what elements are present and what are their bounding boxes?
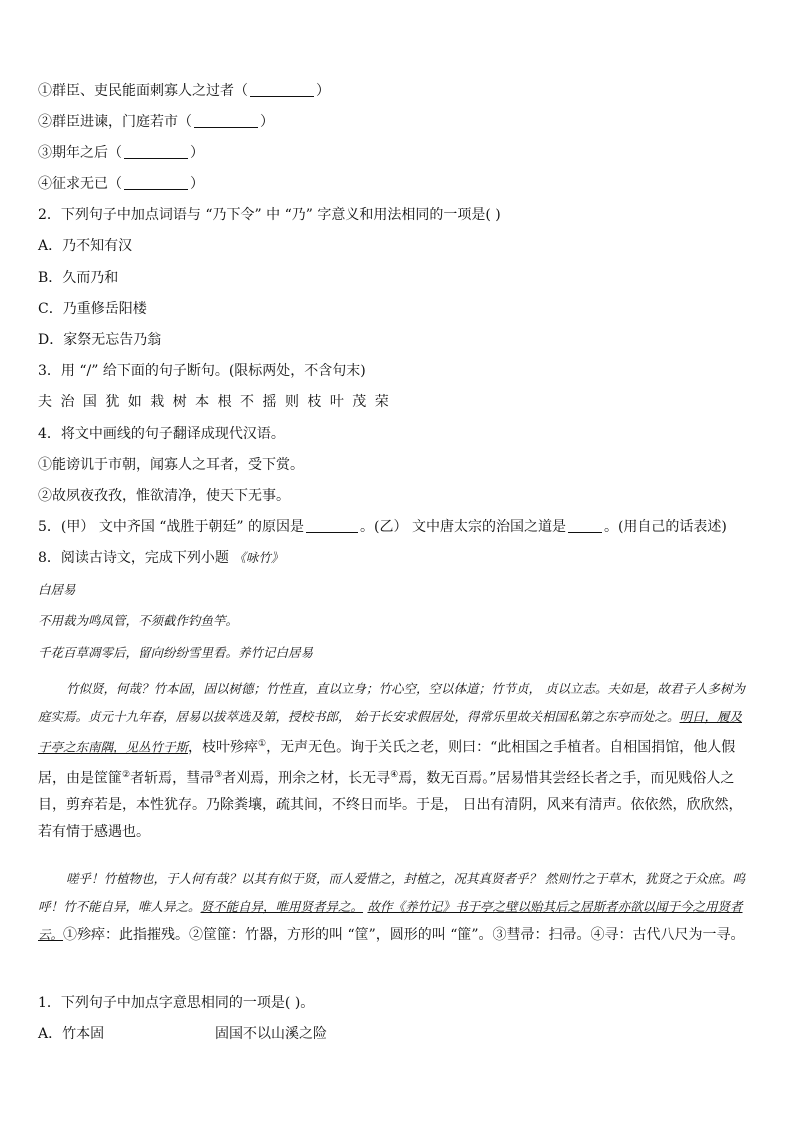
passage2-underlined-1: 贤不能自异，唯用贤者异之。 bbox=[200, 899, 364, 914]
q2-option-d[interactable]: D．家祭无忘告乃翁 bbox=[38, 332, 162, 348]
answer-blank[interactable] bbox=[306, 518, 358, 533]
answer-blank[interactable] bbox=[194, 113, 258, 128]
q1-item-3 bbox=[38, 143, 204, 163]
q1-item-3-text: ③期年之后（ bbox=[38, 145, 122, 161]
passage2-text-a: 嗟乎！竹植物也，于人何有哉？以其有似于贤，而人爱惜之，封植之，况其真贤者乎？ 然则竹之于草木，犹贤之于众庶。呜呼！竹不能自异，唯人异之。 bbox=[38, 871, 745, 914]
q-last-option-a[interactable] bbox=[38, 1024, 738, 1044]
passage-footnotes: ①殄瘁：此指摧残。②筐篚：竹器，方形的叫 “筐”，圆形的叫 “篚”。③彗帚：扫帚。④寻：古代八尺为一寻。 bbox=[63, 927, 745, 943]
passage-paragraph-1 bbox=[38, 675, 750, 846]
footnote-marker-4: ④ bbox=[390, 769, 399, 780]
footnote-marker-1: ① bbox=[258, 739, 267, 749]
q3-stem: 3．用 “/” 给下面的句子断句。(限标两处，不含句末) bbox=[38, 363, 366, 379]
passage1-text-f: 焉，数无百焉。”居易惜其尝经长者之手，而见贱俗人之目，剪弃若是，本性犹存。乃除粪壤，疏其间，不终日而毕。于是， 日出有清阴，风来有清声。依依然，欣欣然，若有情于感遇也。 bbox=[38, 770, 743, 841]
q1-item-2-text: ②群臣进谏，门庭若市（ bbox=[38, 114, 192, 130]
q2-stem: 2．下列句子中加点词语与 “乃下令” 中 “乃” 字意义和用法相同的一项是( ) bbox=[38, 207, 501, 223]
q8-stem bbox=[38, 548, 283, 568]
passage1-text-a: 竹似贤，何哉？竹本固，固以树德；竹性直，直以立身；竹心空，空以体道；竹节贞， 贞以立志。夫如是，故君子人多树为庭实焉。贞元十九年春，居易以拔萃选及第，授校书郎， 始于长安求假居处，得常乐里故关相国私第之东亭而处之。 bbox=[38, 681, 745, 724]
q2-option-b[interactable]: B．久而乃和 bbox=[38, 270, 119, 286]
q1-item-4-text: ④征求无已（ bbox=[38, 176, 122, 192]
q1-item-1-text: ①群臣、吏民能面刺寡人之过者（ bbox=[38, 83, 248, 99]
q1-item-4 bbox=[38, 174, 204, 194]
passage1-text-c: ，无声无色。询于关氏之老，则曰：“此相国之手植者。自相国捐馆，他人假居，由是筐篚 bbox=[38, 739, 736, 787]
q5-part1: 5．(甲） 文中齐国 “战胜于朝廷” 的原因是 bbox=[38, 519, 305, 535]
q1-item-4-tail: ） bbox=[190, 176, 204, 192]
answer-blank[interactable] bbox=[250, 82, 314, 97]
q1-item-1 bbox=[38, 81, 330, 101]
q1-item-1-tail: ） bbox=[316, 83, 330, 99]
q1-item-2-tail: ） bbox=[260, 114, 274, 130]
answer-blank[interactable] bbox=[568, 518, 602, 533]
poem-line-1: 不用裁为鸣凤管，不须截作钓鱼竿。 bbox=[38, 613, 239, 628]
passage1-underlined-sentence: 明日，履及于亭之东南隅，见丛竹于斯 bbox=[38, 709, 742, 755]
q1-item-2 bbox=[38, 112, 274, 132]
poem-author: 白居易 bbox=[38, 582, 76, 597]
q4-item-1: ①能谤讥于市朝，闻寡人之耳者，受下赏。 bbox=[38, 457, 304, 473]
passage-paragraph-2 bbox=[38, 865, 750, 949]
passage1-text-b: ，枝叶殄瘁 bbox=[188, 739, 259, 756]
q2-option-c[interactable]: C．乃重修岳阳楼 bbox=[38, 301, 147, 317]
q2-option-a[interactable]: A．乃不知有汉 bbox=[38, 238, 133, 254]
q1-item-3-tail: ） bbox=[190, 145, 204, 161]
footnote-marker-2: ② bbox=[122, 769, 131, 780]
option-a-left: A．竹本固 bbox=[38, 1026, 105, 1042]
option-a-right: 固国不以山溪之险 bbox=[215, 1026, 327, 1042]
q8-stem-text: 8．阅读古诗文，完成下列小题 bbox=[38, 550, 234, 566]
q5-stem bbox=[38, 517, 727, 537]
q4-item-2: ②故夙夜孜孜，惟欲清净，使天下无事。 bbox=[38, 488, 290, 504]
q5-part2: 。(乙） 文中唐太宗的治国之道是 bbox=[360, 519, 566, 535]
q4-stem: 4．将文中画线的句子翻译成现代汉语。 bbox=[38, 426, 285, 442]
passage1-text-d: 者斩焉，彗帚 bbox=[130, 770, 215, 787]
poem-title: 《咏竹》 bbox=[233, 550, 284, 565]
passage2-underlined-2: 故作《养竹记》书于亭之壁以贻其后之居斯者亦欲以闻于今之用贤者云。 bbox=[38, 899, 743, 942]
q5-part3: 。(用自己的话表述) bbox=[603, 519, 727, 535]
q3-sentence: 夫 治 国 犹 如 栽 树 本 根 不 摇 则 枝 叶 茂 荣 bbox=[38, 394, 391, 410]
footnote-marker-3: ③ bbox=[214, 769, 223, 780]
answer-blank[interactable] bbox=[124, 175, 188, 190]
q-last-stem: 1．下列句子中加点字意思相同的一项是( )。 bbox=[38, 995, 315, 1011]
passage1-text-e: 者刈焉，刑余之材，长无寻 bbox=[222, 770, 391, 787]
poem-line-2: 千花百草凋零后，留向纷纷雪里看。养竹记白居易 bbox=[38, 645, 314, 660]
answer-blank[interactable] bbox=[124, 144, 188, 159]
